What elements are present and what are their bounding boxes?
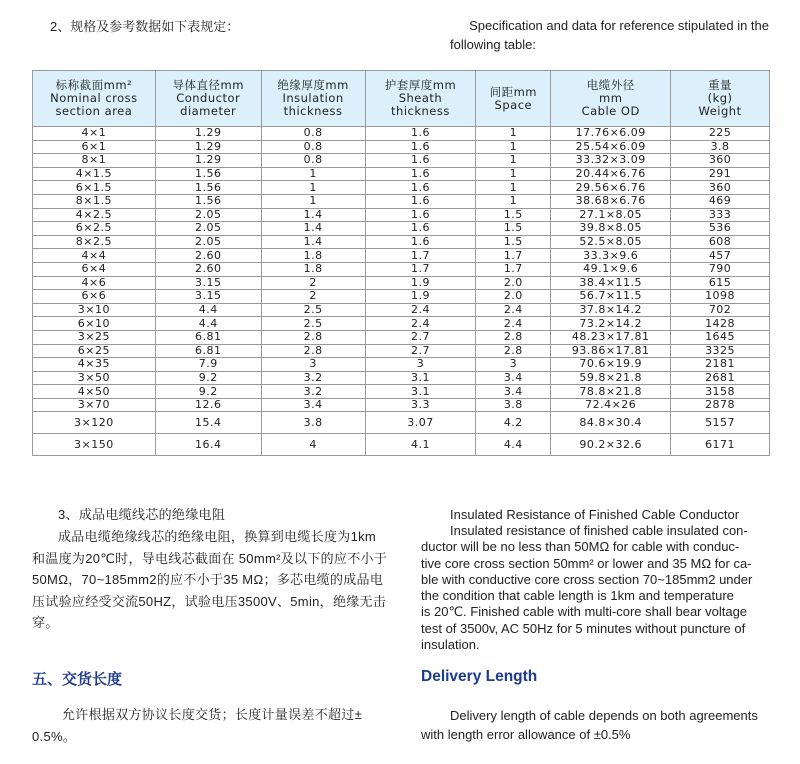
zh-line: 0.5%。 xyxy=(32,728,77,744)
table-cell: 70.6×19.9 xyxy=(551,358,671,372)
en-line: tive core cross section 50mm² or lower and 35 MΩ for ca- xyxy=(421,555,752,571)
section3-en-title: Insulated Resistance of Finished Cable Conductor xyxy=(450,507,740,522)
table-cell: 2.7 xyxy=(365,344,476,358)
table-cell: 3×120 xyxy=(33,412,156,434)
table-cell: 4×4 xyxy=(33,249,156,263)
table-cell: 4.2 xyxy=(476,412,551,434)
table-cell: 3.4 xyxy=(476,385,551,399)
table-cell: 1.6 xyxy=(365,208,476,222)
table-cell: 6×1.5 xyxy=(33,181,156,195)
table-cell: 20.44×6.76 xyxy=(551,167,671,181)
table-cell: 1.7 xyxy=(365,262,476,276)
table-cell: 73.2×14.2 xyxy=(551,317,671,331)
table-cell: 2.8 xyxy=(476,344,551,358)
table-cell: 3.4 xyxy=(261,398,365,412)
table-row xyxy=(33,412,770,434)
column-header-line: Insulation xyxy=(282,91,344,105)
table-cell: 3.8 xyxy=(671,140,770,154)
en-title-line: following table: xyxy=(450,37,536,52)
table-cell: 59.8×21.8 xyxy=(551,371,671,385)
column-header-line: diameter xyxy=(180,104,237,118)
column-header-line: 绝缘厚度mm xyxy=(277,78,349,92)
table-cell: 1.4 xyxy=(261,222,365,236)
table-row xyxy=(33,208,770,222)
column-header-line: 电缆外径 xyxy=(586,78,635,92)
table-cell: 4×35 xyxy=(33,358,156,372)
column-header-line: section area xyxy=(55,104,133,118)
table-cell: 1 xyxy=(261,194,365,208)
table-cell: 2.4 xyxy=(476,303,551,317)
table-cell: 3.07 xyxy=(365,412,476,434)
en-line: ble with conductive core cross section 70~185mm2 under xyxy=(421,571,753,587)
table-cell: 2.05 xyxy=(155,235,261,249)
table-cell: 1.7 xyxy=(476,262,551,276)
zh-line: 50MΩ，70~185mm2的应不小于35 MΩ；多芯电缆的成品电 xyxy=(32,572,384,587)
delivery-zh-heading: 五、交货长度 xyxy=(32,671,123,688)
column-header-line: Conductor xyxy=(176,91,241,105)
table-cell: 9.2 xyxy=(155,385,261,399)
table-cell: 3.2 xyxy=(261,385,365,399)
table-cell: 1428 xyxy=(671,317,770,331)
table-cell: 333 xyxy=(671,208,770,222)
column-header xyxy=(155,71,261,127)
table-cell: 29.56×6.76 xyxy=(551,181,671,195)
table-cell: 1.29 xyxy=(155,127,261,141)
table-row xyxy=(33,385,770,399)
table-cell: 2.05 xyxy=(155,208,261,222)
table-cell: 25.54×6.09 xyxy=(551,140,671,154)
table-cell: 2.5 xyxy=(261,303,365,317)
table-cell: 6×25 xyxy=(33,344,156,358)
en-title-line: Specification and data for reference stipulated in the xyxy=(469,18,769,33)
table-row xyxy=(33,167,770,181)
table-cell: 4×6 xyxy=(33,276,156,290)
table-cell: 6×4 xyxy=(33,262,156,276)
table-cell: 93.86×17.81 xyxy=(551,344,671,358)
column-header-line: Space xyxy=(494,97,533,112)
en-line: the condition that cable length is 1km and temperature xyxy=(421,588,734,604)
table-cell: 3 xyxy=(261,358,365,372)
table-cell: 2.0 xyxy=(476,290,551,304)
column-header xyxy=(33,71,156,127)
table-cell: 78.8×21.8 xyxy=(551,385,671,399)
table-cell: 2.60 xyxy=(155,262,261,276)
table-cell: 2.8 xyxy=(261,330,365,344)
table-cell: 3×150 xyxy=(33,434,156,456)
table-cell: 3.8 xyxy=(476,398,551,412)
table-row xyxy=(33,434,770,456)
table-cell: 360 xyxy=(671,154,770,168)
table-cell: 457 xyxy=(671,249,770,263)
table-cell: 2.5 xyxy=(261,317,365,331)
table-cell: 3.2 xyxy=(261,371,365,385)
table-cell: 1.6 xyxy=(365,222,476,236)
table-row xyxy=(33,140,770,154)
table-row xyxy=(33,303,770,317)
table-cell: 1.29 xyxy=(155,140,261,154)
table-cell: 1.7 xyxy=(476,249,551,263)
table-row xyxy=(33,127,770,141)
table-row xyxy=(33,344,770,358)
table-row xyxy=(33,262,770,276)
column-header-line: Weight xyxy=(698,104,742,118)
delivery-en-body xyxy=(421,706,758,744)
delivery-en-heading: Delivery Length xyxy=(421,668,538,685)
table-cell: 360 xyxy=(671,181,770,195)
table-cell: 6.81 xyxy=(155,344,261,358)
table-cell: 1098 xyxy=(671,290,770,304)
table-cell: 1645 xyxy=(671,330,770,344)
table-cell: 49.1×9.6 xyxy=(551,262,671,276)
table-cell: 3.4 xyxy=(476,371,551,385)
table-cell: 39.8×8.05 xyxy=(551,222,671,236)
en-line: ductor will be no less than 50MΩ for cable with conduc- xyxy=(421,539,740,555)
column-header-line: 导体直径mm xyxy=(172,78,244,92)
table-cell: 4.1 xyxy=(365,434,476,456)
table-row xyxy=(33,317,770,331)
table-cell: 3.3 xyxy=(365,398,476,412)
table-cell: 6.81 xyxy=(155,330,261,344)
table-cell: 2.4 xyxy=(365,303,476,317)
delivery-zh-body xyxy=(32,704,362,747)
table-cell: 1.4 xyxy=(261,235,365,249)
table-cell: 615 xyxy=(671,276,770,290)
column-header-line: mm xyxy=(599,91,623,105)
table-cell: 72.4×26 xyxy=(551,398,671,412)
table-cell: 1.29 xyxy=(155,154,261,168)
table-cell: 6×1 xyxy=(33,140,156,154)
table-row xyxy=(33,398,770,412)
table-cell: 4×50 xyxy=(33,385,156,399)
column-header-line: 护套厚度mm xyxy=(384,78,457,92)
table-row xyxy=(33,371,770,385)
table-cell: 27.1×8.05 xyxy=(551,208,671,222)
table-row xyxy=(33,222,770,236)
table-cell: 608 xyxy=(671,235,770,249)
column-header xyxy=(671,71,770,127)
table-cell: 1.8 xyxy=(261,249,365,263)
table-header-row xyxy=(33,71,770,127)
table-cell: 1.5 xyxy=(476,235,551,249)
table-cell: 6×10 xyxy=(33,317,156,331)
table-cell: 1 xyxy=(261,181,365,195)
table-cell: 33.3×9.6 xyxy=(551,249,671,263)
zh-line: 压试验应经受交流50HZ，试验电压3500V、5min，绝缘无击 xyxy=(32,593,387,609)
table-cell: 9.2 xyxy=(155,371,261,385)
en-line: insulation. xyxy=(421,637,480,653)
table-cell: 1.7 xyxy=(365,249,476,263)
table-cell: 1 xyxy=(261,167,365,181)
table-cell: 4×2.5 xyxy=(33,208,156,222)
table-cell: 6×2.5 xyxy=(33,222,156,236)
table-cell: 17.76×6.09 xyxy=(551,127,671,141)
section3-zh-title: 3、成品电缆线芯的绝缘电阻 xyxy=(58,507,226,522)
table-cell: 1.56 xyxy=(155,181,261,195)
table-row xyxy=(33,235,770,249)
table-cell: 48.23×17.81 xyxy=(551,330,671,344)
column-header-line: 重量 xyxy=(708,78,733,92)
column-header-line: Sheath xyxy=(398,91,443,105)
column-header-line: Cable OD xyxy=(581,104,640,118)
table-cell: 291 xyxy=(671,167,770,181)
table-row xyxy=(33,154,770,168)
section2-en-title xyxy=(446,16,769,54)
table-cell: 1 xyxy=(476,140,551,154)
table-cell: 3.15 xyxy=(155,290,261,304)
table-cell: 33.32×3.09 xyxy=(551,154,671,168)
table-cell: 3325 xyxy=(671,344,770,358)
table-cell: 2.8 xyxy=(261,344,365,358)
table-row xyxy=(33,358,770,372)
table-cell: 1.5 xyxy=(476,208,551,222)
table-cell: 84.8×30.4 xyxy=(551,412,671,434)
table-cell: 2.0 xyxy=(476,276,551,290)
table-cell: 15.4 xyxy=(155,412,261,434)
table-row xyxy=(33,276,770,290)
zh-line: 和温度为20℃时，导电线芯截面在 50mm²及以下的应不小于 xyxy=(32,550,388,566)
table-cell: 2.60 xyxy=(155,249,261,263)
zh-line: 允许根据双方协议长度交货；长度计量误差不超过± xyxy=(62,707,363,722)
table-cell: 1.4 xyxy=(261,208,365,222)
table-cell: 1.6 xyxy=(365,154,476,168)
table-cell: 12.6 xyxy=(155,398,261,412)
table-cell: 2 xyxy=(261,290,365,304)
table-cell: 3 xyxy=(476,358,551,372)
table-cell: 38.4×11.5 xyxy=(551,276,671,290)
table-cell: 3 xyxy=(365,358,476,372)
table-cell: 1.9 xyxy=(365,290,476,304)
table-cell: 3×10 xyxy=(33,303,156,317)
table-cell: 3×70 xyxy=(33,398,156,412)
table-cell: 2.4 xyxy=(365,317,476,331)
en-line: with length error allowance of ±0.5% xyxy=(421,727,631,742)
column-header xyxy=(261,71,365,127)
table-cell: 4.4 xyxy=(155,303,261,317)
table-cell: 1.9 xyxy=(365,276,476,290)
table-cell: 56.7×11.5 xyxy=(551,290,671,304)
en-line: test of 3500v, AC 50Hz for 5 minutes without puncture of xyxy=(421,620,746,636)
table-cell: 1 xyxy=(476,154,551,168)
table-cell: 1.6 xyxy=(365,127,476,141)
section3-en-body xyxy=(421,523,771,653)
table-row xyxy=(33,290,770,304)
column-header-line: 间距mm xyxy=(489,84,538,99)
table-cell: 0.8 xyxy=(261,154,365,168)
column-header-line: thickness xyxy=(283,104,343,118)
table-cell: 1.6 xyxy=(365,167,476,181)
table-cell: 1.5 xyxy=(476,222,551,236)
section2-zh-title: 2、规格及参考数据如下表规定： xyxy=(50,19,240,34)
table-cell: 3.1 xyxy=(365,385,476,399)
table-cell: 2 xyxy=(261,276,365,290)
table-cell: 1.56 xyxy=(155,167,261,181)
table-cell: 469 xyxy=(671,194,770,208)
column-header xyxy=(551,71,671,127)
zh-line: 成品电缆绝缘线芯的绝缘电阻，换算到电缆长度为1km xyxy=(58,529,377,544)
table-cell: 225 xyxy=(671,127,770,141)
table-cell: 4.4 xyxy=(476,434,551,456)
table-cell: 3.8 xyxy=(261,412,365,434)
table-cell: 2.7 xyxy=(365,330,476,344)
column-header-line: 标称截面mm² xyxy=(55,78,133,92)
table-cell: 702 xyxy=(671,303,770,317)
table-row xyxy=(33,249,770,263)
column-header-line: thickness xyxy=(391,104,450,118)
table-cell: 7.9 xyxy=(155,358,261,372)
table-cell: 4.4 xyxy=(155,317,261,331)
en-line: is 20℃. Finished cable with multi-core shall bear voltage xyxy=(421,604,748,620)
zh-line: 穿。 xyxy=(32,615,59,630)
spec-table xyxy=(32,70,770,456)
en-line: Insulated resistance of finished cable insulated con- xyxy=(450,523,748,538)
table-cell: 1.6 xyxy=(365,235,476,249)
table-cell: 2.4 xyxy=(476,317,551,331)
table-cell: 3×50 xyxy=(33,371,156,385)
table-cell: 38.68×6.76 xyxy=(551,194,671,208)
table-cell: 0.8 xyxy=(261,140,365,154)
table-cell: 4×1 xyxy=(33,127,156,141)
table-cell: 1.6 xyxy=(365,140,476,154)
table-cell: 790 xyxy=(671,262,770,276)
table-cell: 2.05 xyxy=(155,222,261,236)
table-cell: 3×25 xyxy=(33,330,156,344)
table-cell: 6171 xyxy=(671,434,770,456)
table-row xyxy=(33,194,770,208)
table-cell: 2681 xyxy=(671,371,770,385)
column-header xyxy=(365,71,476,127)
table-cell: 536 xyxy=(671,222,770,236)
table-cell: 3.15 xyxy=(155,276,261,290)
section3-zh-body xyxy=(32,526,412,634)
table-cell: 6×6 xyxy=(33,290,156,304)
table-cell: 1 xyxy=(476,181,551,195)
table-row xyxy=(33,181,770,195)
table-cell: 2.8 xyxy=(476,330,551,344)
table-cell: 8×1.5 xyxy=(33,194,156,208)
table-cell: 3158 xyxy=(671,385,770,399)
column-header-line: Nominal cross xyxy=(50,91,138,105)
table-cell: 52.5×8.05 xyxy=(551,235,671,249)
column-header-line: (kg) xyxy=(707,91,733,105)
table-cell: 37.8×14.2 xyxy=(551,303,671,317)
table-cell: 1.6 xyxy=(365,194,476,208)
table-cell: 16.4 xyxy=(155,434,261,456)
table-cell: 3.1 xyxy=(365,371,476,385)
table-cell: 1 xyxy=(476,127,551,141)
table-cell: 1.8 xyxy=(261,262,365,276)
table-cell: 5157 xyxy=(671,412,770,434)
table-cell: 1 xyxy=(476,194,551,208)
table-cell: 1.56 xyxy=(155,194,261,208)
table-cell: 4 xyxy=(261,434,365,456)
table-row xyxy=(33,330,770,344)
table-cell: 2181 xyxy=(671,358,770,372)
table-cell: 0.8 xyxy=(261,127,365,141)
table-cell: 2878 xyxy=(671,398,770,412)
table-cell: 4×1.5 xyxy=(33,167,156,181)
table-cell: 8×1 xyxy=(33,154,156,168)
table-cell: 1 xyxy=(476,167,551,181)
column-header xyxy=(476,71,551,127)
table-cell: 8×2.5 xyxy=(33,235,156,249)
table-cell: 1.6 xyxy=(365,181,476,195)
en-line: Delivery length of cable depends on both agreements xyxy=(450,708,758,723)
table-cell: 90.2×32.6 xyxy=(551,434,671,456)
